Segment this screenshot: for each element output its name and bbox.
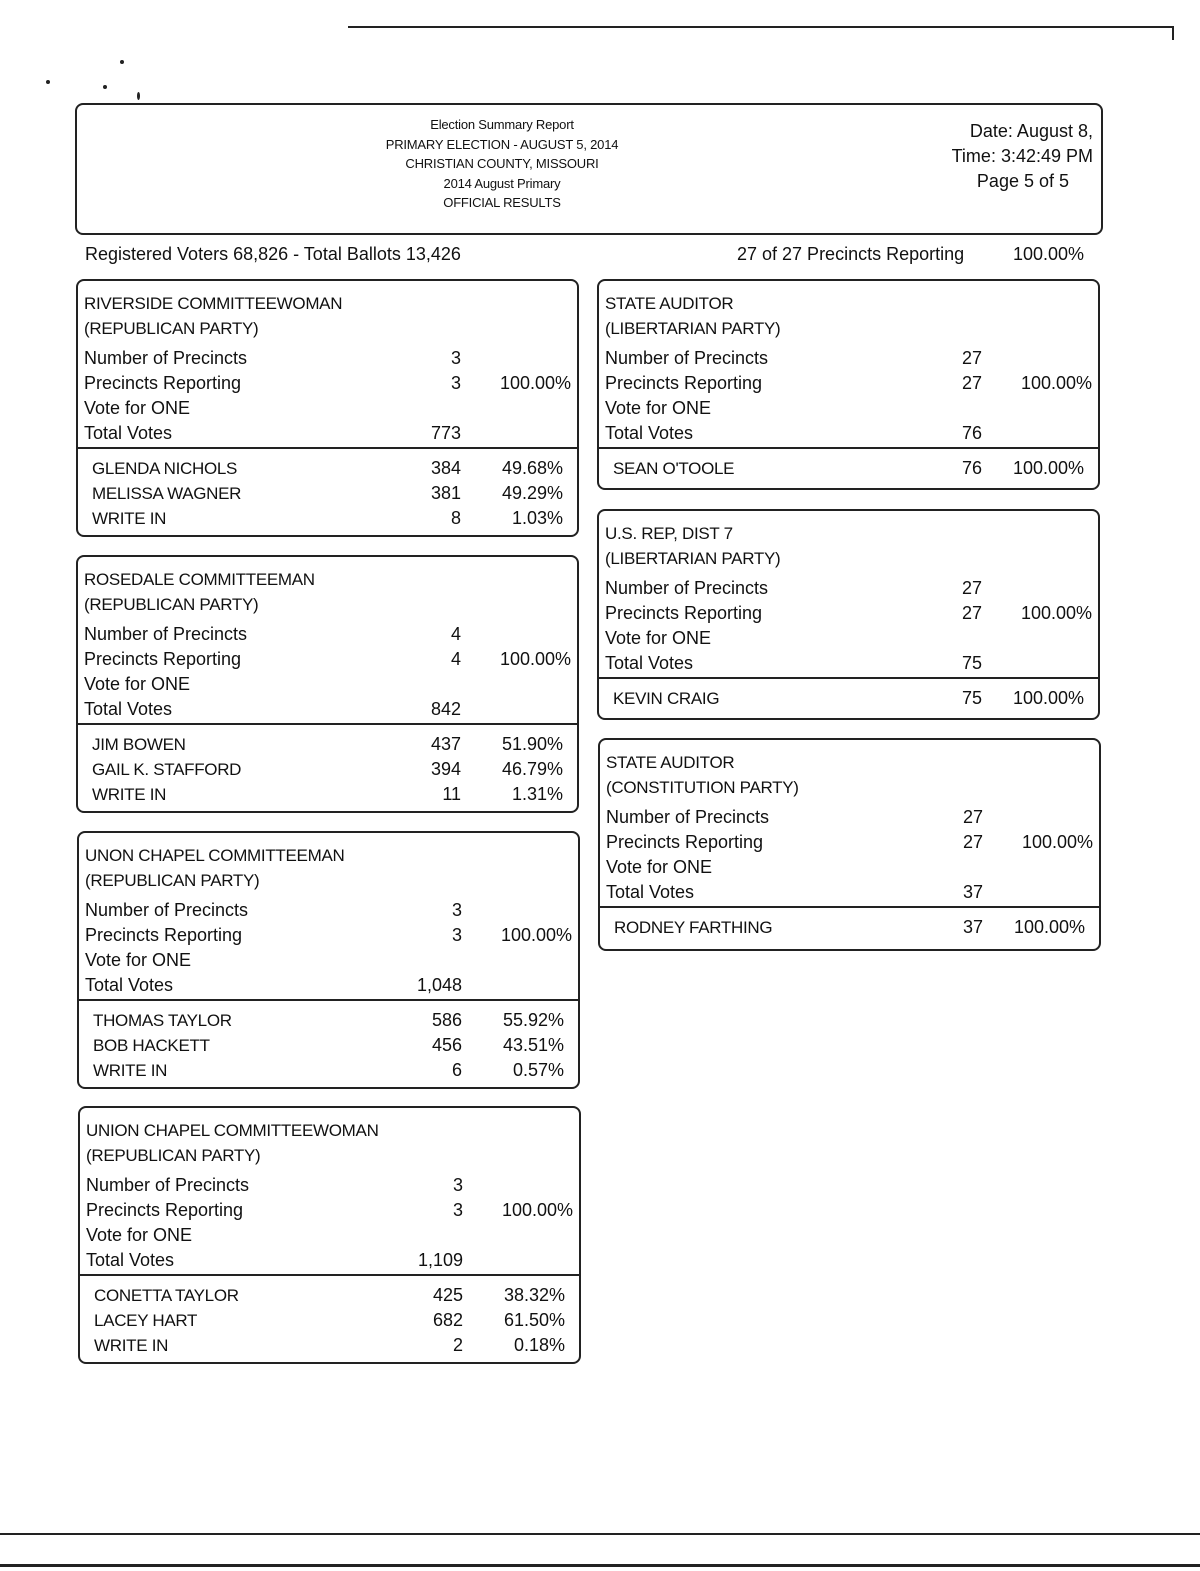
- candidate-row: [79, 1058, 578, 1083]
- candidate-name: LACEY HART: [94, 1311, 198, 1330]
- total-votes-row: [600, 880, 1099, 905]
- race-title: [84, 567, 315, 617]
- vote-for-label: Vote for ONE: [605, 628, 712, 648]
- candidate-votes: 586: [431, 1010, 462, 1030]
- total-votes-value: 75: [961, 653, 982, 673]
- race-divider: [80, 1274, 579, 1276]
- total-votes-row: [78, 421, 577, 446]
- scan-speck: [46, 80, 50, 84]
- vote-for-row: [599, 626, 1098, 651]
- number-of-precincts-value: 3: [452, 1175, 463, 1195]
- race-divider: [79, 999, 578, 1001]
- race-title: [605, 521, 780, 571]
- number-of-precincts-value: 27: [961, 348, 982, 368]
- report-title-block: [357, 115, 647, 213]
- number-of-precincts-label: Number of Precincts: [84, 624, 248, 644]
- total-votes-label: Total Votes: [86, 1250, 175, 1270]
- vote-for-row: [600, 855, 1099, 880]
- candidate-row: [78, 506, 577, 531]
- candidate-name: KEVIN CRAIG: [613, 689, 720, 708]
- vote-for-row: [80, 1223, 579, 1248]
- race-office: UNION CHAPEL COMMITTEEWOMAN: [86, 1121, 379, 1140]
- race-box: [77, 831, 580, 1089]
- total-votes-value: 37: [962, 882, 983, 902]
- precincts-reporting-percent: 100.00%: [1020, 603, 1092, 623]
- total-votes-value: 773: [430, 423, 461, 443]
- candidate-name: WRITE IN: [92, 785, 167, 804]
- race-party: (LIBERTARIAN PARTY): [605, 319, 781, 338]
- vote-for-label: Vote for ONE: [86, 1225, 193, 1245]
- number-of-precincts-row: [78, 622, 577, 647]
- candidate-row: [78, 782, 577, 807]
- results-status: OFFICIAL RESULTS: [443, 195, 561, 210]
- number-of-precincts-label: Number of Precincts: [86, 1175, 250, 1195]
- top-rule: [348, 26, 1174, 28]
- report-meta: [952, 119, 1093, 194]
- race-title: [86, 1118, 379, 1168]
- candidate-name: BOB HACKETT: [93, 1036, 210, 1055]
- page-number: Page 5 of 5: [976, 171, 1069, 191]
- candidate-row: [600, 915, 1099, 940]
- precincts-reporting-percent: 100.00%: [1020, 373, 1092, 393]
- number-of-precincts-value: 3: [451, 900, 462, 920]
- report-title: Election Summary Report: [430, 117, 574, 132]
- number-of-precincts-label: Number of Precincts: [606, 807, 770, 827]
- candidate-percent: 1.03%: [511, 508, 563, 528]
- candidate-percent: 0.18%: [513, 1335, 565, 1355]
- candidate-name: GAIL K. STAFFORD: [92, 760, 242, 779]
- candidate-name: WRITE IN: [94, 1336, 169, 1355]
- candidate-votes: 682: [432, 1310, 463, 1330]
- election-subtitle: 2014 August Primary: [443, 175, 561, 191]
- race-box: [78, 1106, 581, 1364]
- vote-for-label: Vote for ONE: [84, 398, 191, 418]
- precincts-reporting-summary: 27 of 27 Precincts Reporting: [737, 244, 965, 264]
- total-votes-label: Total Votes: [605, 423, 694, 443]
- total-votes-label: Total Votes: [84, 699, 173, 719]
- candidate-votes: 6: [451, 1060, 462, 1080]
- number-of-precincts-row: [80, 1173, 579, 1198]
- candidate-name: WRITE IN: [93, 1061, 168, 1080]
- vote-for-label: Vote for ONE: [606, 857, 713, 877]
- precincts-reporting-percent: 100.00%: [499, 373, 571, 393]
- race-box: [76, 555, 579, 813]
- total-votes-value: 1,109: [417, 1250, 463, 1270]
- race-box: [597, 279, 1100, 490]
- total-votes-row: [80, 1248, 579, 1273]
- precincts-reporting-row: [599, 601, 1098, 626]
- precincts-reporting-percent: 100.00%: [499, 649, 571, 669]
- vote-for-row: [78, 672, 577, 697]
- race-title: [606, 750, 799, 800]
- registered-voters-summary: Registered Voters 68,826 - Total Ballots 13,426: [85, 244, 461, 264]
- candidate-percent: 100.00%: [1012, 458, 1084, 478]
- candidate-votes: 437: [430, 734, 461, 754]
- total-votes-label: Total Votes: [605, 653, 694, 673]
- vote-for-row: [78, 396, 577, 421]
- report-date: Date: August 8,: [969, 121, 1093, 141]
- race-party: (REPUBLICAN PARTY): [84, 595, 259, 614]
- race-divider: [78, 723, 577, 725]
- precincts-reporting-label: Precincts Reporting: [85, 925, 243, 945]
- candidate-row: [599, 686, 1098, 711]
- precincts-reporting-label: Precincts Reporting: [605, 373, 763, 393]
- candidate-votes: 394: [430, 759, 461, 779]
- number-of-precincts-label: Number of Precincts: [85, 900, 249, 920]
- candidate-percent: 61.50%: [503, 1310, 565, 1330]
- candidate-name: WRITE IN: [92, 509, 167, 528]
- precincts-reporting-value: 27: [961, 373, 982, 393]
- candidate-percent: 0.57%: [512, 1060, 564, 1080]
- precincts-reporting-percent: 100.00%: [1021, 832, 1093, 852]
- total-votes-row: [79, 973, 578, 998]
- precincts-reporting-value: 3: [451, 925, 462, 945]
- race-party: (REPUBLICAN PARTY): [84, 319, 259, 338]
- candidate-row: [78, 757, 577, 782]
- number-of-precincts-value: 3: [450, 348, 461, 368]
- bottom-border: [0, 1564, 1200, 1567]
- race-office: UNON CHAPEL COMMITTEEMAN: [85, 846, 345, 865]
- precincts-reporting-value: 27: [961, 603, 982, 623]
- precincts-reporting-value: 3: [452, 1200, 463, 1220]
- report-header: [75, 103, 1103, 235]
- race-title: [85, 843, 344, 893]
- precincts-reporting-label: Precincts Reporting: [605, 603, 763, 623]
- number-of-precincts-row: [600, 805, 1099, 830]
- precincts-reporting-label: Precincts Reporting: [606, 832, 764, 852]
- number-of-precincts-row: [599, 346, 1098, 371]
- precincts-reporting-label: Precincts Reporting: [84, 649, 242, 669]
- scan-speck: [120, 60, 124, 64]
- candidate-row: [79, 1033, 578, 1058]
- candidate-name: MELISSA WAGNER: [92, 484, 242, 503]
- vote-for-label: Vote for ONE: [84, 674, 191, 694]
- precincts-reporting-row: [80, 1198, 579, 1223]
- race-party: (LIBERTARIAN PARTY): [605, 549, 781, 568]
- precincts-reporting-row: [78, 647, 577, 672]
- total-votes-label: Total Votes: [84, 423, 173, 443]
- precincts-reporting-row: [599, 371, 1098, 396]
- candidate-row: [80, 1283, 579, 1308]
- candidate-name: RODNEY FARTHING: [614, 918, 773, 937]
- number-of-precincts-label: Number of Precincts: [84, 348, 248, 368]
- candidate-row: [78, 456, 577, 481]
- race-title: [605, 291, 780, 341]
- total-votes-row: [599, 421, 1098, 446]
- candidate-percent: 46.79%: [501, 759, 563, 779]
- race-party: (CONSTITUTION PARTY): [606, 778, 799, 797]
- candidate-row: [80, 1333, 579, 1358]
- election-name: PRIMARY ELECTION - AUGUST 5, 2014: [385, 136, 619, 152]
- candidate-row: [79, 1008, 578, 1033]
- candidate-votes: 76: [961, 458, 982, 478]
- number-of-precincts-value: 27: [962, 807, 983, 827]
- race-divider: [78, 447, 577, 449]
- candidate-percent: 100.00%: [1012, 688, 1084, 708]
- race-divider: [599, 447, 1098, 449]
- precincts-reporting-value: 3: [450, 373, 461, 393]
- candidate-votes: 456: [431, 1035, 462, 1055]
- candidate-votes: 381: [430, 483, 461, 503]
- race-party: (REPUBLICAN PARTY): [85, 871, 260, 890]
- candidate-votes: 425: [432, 1285, 463, 1305]
- precincts-reporting-value: 4: [450, 649, 461, 669]
- candidate-percent: 49.68%: [501, 458, 563, 478]
- precincts-reporting-row: [79, 923, 578, 948]
- candidate-percent: 38.32%: [503, 1285, 565, 1305]
- race-divider: [600, 906, 1099, 908]
- number-of-precincts-label: Number of Precincts: [605, 348, 769, 368]
- total-votes-value: 842: [430, 699, 461, 719]
- candidate-row: [78, 481, 577, 506]
- precincts-reporting-percent: 100.00%: [500, 925, 572, 945]
- total-votes-value: 1,048: [416, 975, 462, 995]
- precincts-reporting-value: 27: [962, 832, 983, 852]
- precincts-reporting-row: [78, 371, 577, 396]
- race-office: U.S. REP, DIST 7: [605, 524, 733, 543]
- race-office: RIVERSIDE COMMITTEEWOMAN: [84, 294, 343, 313]
- scan-speck: [103, 85, 107, 89]
- vote-for-label: Vote for ONE: [605, 398, 712, 418]
- race-box: [597, 509, 1100, 720]
- race-box: [76, 279, 579, 537]
- total-votes-label: Total Votes: [85, 975, 174, 995]
- race-office: STATE AUDITOR: [605, 294, 734, 313]
- bottom-rule: [0, 1533, 1200, 1535]
- total-votes-row: [599, 651, 1098, 676]
- candidate-name: JIM BOWEN: [92, 735, 186, 754]
- total-votes-row: [78, 697, 577, 722]
- candidate-name: CONETTA TAYLOR: [94, 1286, 239, 1305]
- candidate-percent: 51.90%: [501, 734, 563, 754]
- total-votes-label: Total Votes: [606, 882, 695, 902]
- precincts-reporting-percent: 100.00%: [501, 1200, 573, 1220]
- candidate-percent: 55.92%: [502, 1010, 564, 1030]
- race-box: [598, 738, 1101, 951]
- number-of-precincts-row: [79, 898, 578, 923]
- precincts-reporting-label: Precincts Reporting: [86, 1200, 244, 1220]
- candidate-percent: 1.31%: [511, 784, 563, 804]
- precincts-reporting-label: Precincts Reporting: [84, 373, 242, 393]
- candidate-name: GLENDA NICHOLS: [92, 459, 238, 478]
- candidate-votes: 2: [452, 1335, 463, 1355]
- scan-speck: [137, 92, 140, 100]
- report-time: Time: 3:42:49 PM: [951, 146, 1093, 166]
- precincts-reporting-row: [600, 830, 1099, 855]
- candidate-name: THOMAS TAYLOR: [93, 1011, 232, 1030]
- number-of-precincts-row: [78, 346, 577, 371]
- number-of-precincts-value: 4: [450, 624, 461, 644]
- top-rule-corner: [1172, 26, 1174, 40]
- candidate-percent: 49.29%: [501, 483, 563, 503]
- candidate-row: [78, 732, 577, 757]
- vote-for-label: Vote for ONE: [85, 950, 192, 970]
- number-of-precincts-label: Number of Precincts: [605, 578, 769, 598]
- candidate-percent: 100.00%: [1013, 917, 1085, 937]
- candidate-votes: 75: [961, 688, 982, 708]
- county-name: CHRISTIAN COUNTY, MISSOURI: [405, 156, 599, 171]
- candidate-row: [599, 456, 1098, 481]
- number-of-precincts-row: [599, 576, 1098, 601]
- race-party: (REPUBLICAN PARTY): [86, 1146, 261, 1165]
- candidate-votes: 11: [442, 784, 461, 804]
- precincts-reporting-percent: 100.00%: [1013, 244, 1085, 264]
- candidate-votes: 384: [430, 458, 461, 478]
- total-votes-value: 76: [961, 423, 982, 443]
- number-of-precincts-value: 27: [961, 578, 982, 598]
- candidate-name: SEAN O'TOOLE: [613, 459, 735, 478]
- candidate-votes: 37: [962, 917, 983, 937]
- vote-for-row: [79, 948, 578, 973]
- race-office: ROSEDALE COMMITTEEMAN: [84, 570, 315, 589]
- race-title: [84, 291, 342, 341]
- candidate-row: [80, 1308, 579, 1333]
- race-office: STATE AUDITOR: [606, 753, 735, 772]
- candidate-percent: 43.51%: [502, 1035, 564, 1055]
- race-divider: [599, 677, 1098, 679]
- candidate-votes: 8: [450, 508, 461, 528]
- vote-for-row: [599, 396, 1098, 421]
